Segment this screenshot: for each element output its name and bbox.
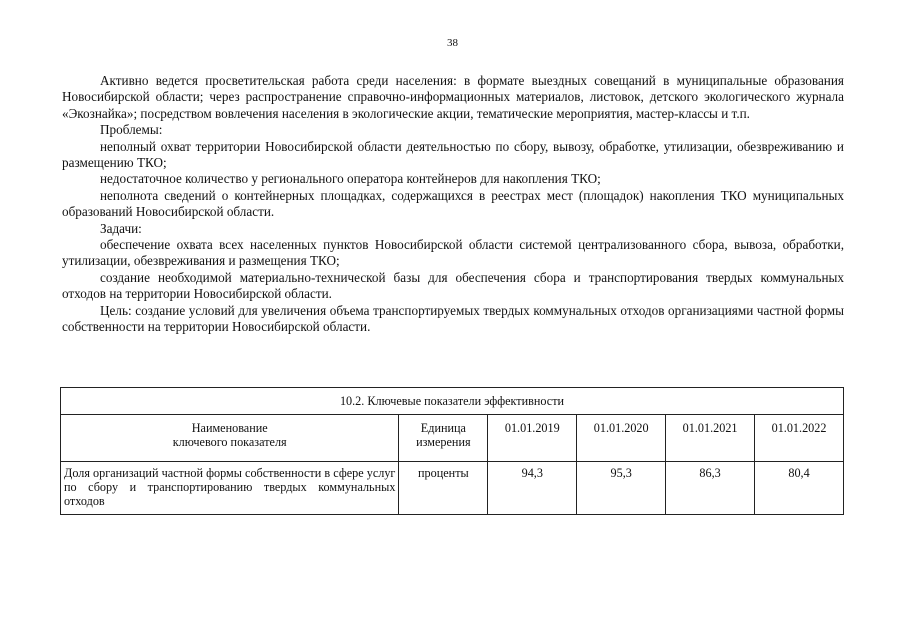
header-indicator-name-line1: Наименование [191, 421, 268, 435]
paragraph-tasks-heading: Задачи: [100, 220, 142, 236]
table-title: 10.2. Ключевые показатели эффективности [61, 388, 844, 415]
paragraph-problems-heading: Проблемы: [100, 122, 163, 138]
paragraph-task-coverage: обеспечение охвата всех населенных пунктов Новосибирской области системой централизованного сбора, вывоза, обработки, утилизации, обезвреживания и размещения ТКО; [62, 237, 844, 269]
row-value-2019: 94,3 [488, 462, 577, 515]
header-indicator-name-line2: ключевого показателя [172, 435, 287, 449]
paragraph-outreach: Активно ведется просветительская работа среди населения: в формате выездных совещаний в муниципальные образования Новосибирской области; через распространение справочно-информационных материалов, листовок, детского экологического журнала «Экознайка»; посредством вовлечения населения в экологические акции, тематические мероприятия, мастер-классы и т.п. [62, 73, 844, 121]
header-date-2019: 01.01.2019 [488, 415, 577, 462]
paragraph-problem-registry: неполнота сведений о контейнерных площадках, содержащихся в реестрах мест (площадок) накопления ТКО муниципальных образований Новосибирской области. [62, 187, 844, 220]
paragraph-problem-containers: недостаточное количество у регионального оператора контейнеров для накопления ТКО; [100, 171, 601, 187]
row-value-2020: 95,3 [577, 462, 666, 515]
table-row [61, 462, 844, 515]
header-date-2022: 01.01.2022 [755, 415, 844, 462]
page-number: 38 [447, 37, 458, 49]
header-unit-line1: Единица [420, 421, 466, 435]
kpi-table [60, 387, 844, 515]
header-date-2020: 01.01.2020 [577, 415, 666, 462]
row-value-2021: 86,3 [666, 462, 755, 515]
header-unit-line2: измерения [416, 435, 471, 449]
paragraph-task-infrastructure: создание необходимой материально-технической базы для обеспечения сбора и транспортирования твердых коммунальных отходов на территории Новосибирской области. [62, 269, 844, 302]
row-indicator-name: Доля организаций частной формы собственности в сфере услуг по сбору и транспортированию твердых коммунальных отходов [61, 462, 399, 515]
paragraph-goal: Цель: создание условий для увеличения объема транспортируемых твердых коммунальных отходов организациями частной формы собственности на территории Новосибирской области. [62, 302, 844, 335]
row-unit: проценты [399, 462, 488, 515]
paragraph-problem-coverage: неполный охват территории Новосибирской области деятельностью по сбору, вывозу, обработке, утилизации, обезвреживанию и размещению ТКО; [62, 138, 844, 171]
document-body [62, 73, 844, 336]
header-date-2021: 01.01.2021 [666, 415, 755, 462]
table-header-row [61, 415, 844, 462]
header-unit [399, 415, 488, 462]
header-indicator-name [61, 415, 399, 462]
row-value-2022: 80,4 [755, 462, 844, 515]
